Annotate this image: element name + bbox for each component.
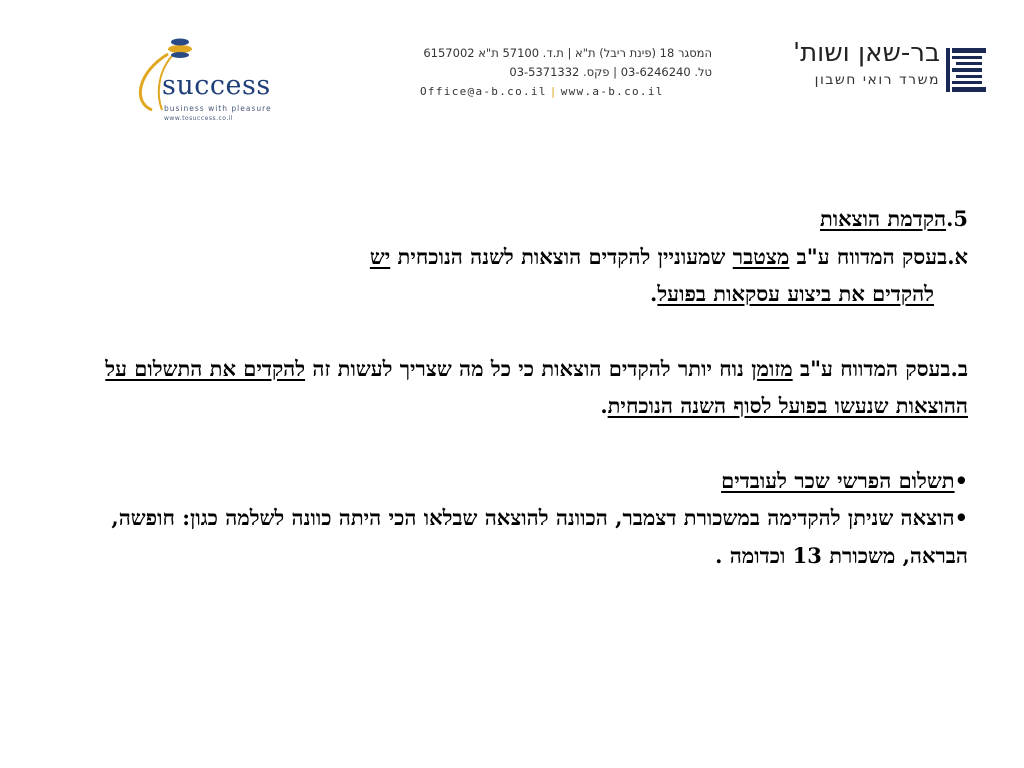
bullet-1-mark: • — [954, 467, 968, 493]
contact-address: המסגר 18 (פינת ריבל) ת"א | ת.ד. 57100 ת"א 6157002 — [423, 46, 712, 60]
success-tagline: business with pleasure — [164, 104, 272, 113]
success-logo — [128, 32, 278, 132]
contact-phones: טל. 03-6246240 | פקס. 03-5371332 — [509, 65, 712, 79]
item-b-lead: ב.בעסק המדווח ע"ב — [792, 355, 968, 381]
success-url: www.tosuccess.co.il — [164, 115, 234, 122]
item-b-mid: נוח יותר להקדים הוצאות כי כל מה שצריך לעשות זה — [305, 355, 752, 381]
section-title: הקדמת הוצאות — [819, 206, 947, 231]
bullet-2-mark: • — [954, 505, 968, 530]
bullet-2-text: הוצאה שניתן להקדימה במשכורת דצמבר, הכוונה להוצאה שבלאו הכי היתה כוונה לשלמה כגון: חופשה, הבראה, משכורת 13 וכדומה . — [111, 505, 968, 568]
section-number: 5. — [946, 206, 968, 231]
bullet-1-text: תשלום הפרשי שכר לעובדים — [721, 467, 955, 493]
bullet-item-1 — [60, 462, 968, 500]
item-b — [60, 350, 968, 425]
item-a-action: להקדים את ביצוע עסקאות בפועל — [657, 281, 934, 306]
item-a-end: . — [650, 281, 658, 306]
item-a-lead: א.בעסק המדווח ע"ב — [789, 243, 968, 269]
firm-logo-icon — [946, 48, 986, 92]
slide-content — [60, 200, 968, 574]
item-a-must: יש — [369, 243, 391, 269]
bullet-item-2 — [60, 499, 968, 574]
success-wordmark: success — [162, 70, 271, 101]
item-b-end: . — [600, 393, 608, 418]
item-b-action: להקדים את התשלום על ההוצאות שנעשו בפועל לסוף השנה הנוכחית — [105, 355, 968, 418]
item-a-basis: מצטבר — [732, 243, 790, 269]
contact-separator: | — [549, 85, 558, 98]
contact-details — [420, 44, 712, 101]
contact-web — [420, 82, 712, 101]
section-heading — [60, 200, 968, 238]
firm-subtitle: משרד רואי חשבון — [814, 72, 940, 88]
item-a-mid: שמעוניין להקדים הוצאות לשנה הנוכחית — [390, 243, 733, 269]
contact-email[interactable]: Office@a-b.co.il — [420, 85, 547, 98]
item-a — [60, 238, 968, 276]
item-a-continuation — [60, 275, 934, 313]
contact-website[interactable]: www.a-b.co.il — [560, 85, 664, 98]
firm-name: בר-שאן ושות' — [792, 38, 940, 68]
item-b-basis: מזומן — [751, 355, 793, 381]
